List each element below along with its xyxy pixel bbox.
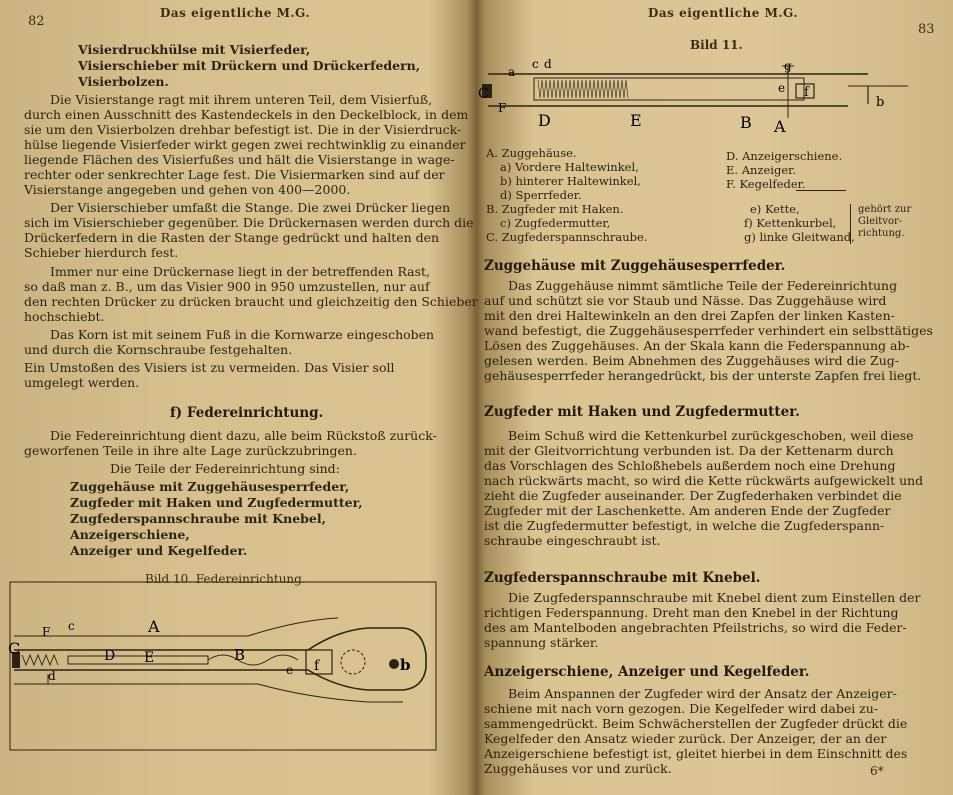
text-line: schraube eingeschraubt ist. (484, 533, 661, 548)
fig-label-d: d (544, 57, 552, 71)
text-line: und durch die Kornschraube festgehalten. (24, 342, 293, 357)
text-line: des am Mantelboden angebrachten Pfeilstrichs, so wird die Feder- (484, 620, 907, 635)
text-line: sammengedrückt. Beim Schwächerstellen der Zugfeder drückt die (484, 716, 908, 731)
list-item: Zugfederspannschraube mit Knebel, (70, 511, 326, 526)
legend-item: e) Kette, (750, 202, 800, 216)
text-line: liegende Flächen des Visierfußes und hält die Visierstange in wage- (24, 152, 455, 167)
note-line: Gleitvor- (858, 216, 903, 227)
text-line: Kegelfeder den Ansatz wieder zurück. Der Anzeiger, der an der (484, 731, 887, 746)
legend-item: A. Zuggehäuse. (486, 146, 577, 160)
fig-label-e: e (286, 663, 294, 677)
legend-item: E. Anzeiger. (726, 163, 797, 177)
text-line: hülse liegende Visierfeder wirkt gegen zwei rechtwinklig zu einander (24, 137, 466, 152)
text-line: Zuggehäuses vor und zurück. (484, 761, 672, 776)
figure-11-drawing (478, 56, 908, 136)
text-line: Die Federeinrichtung dient dazu, alle beim Rückstoß zurück- (50, 428, 437, 443)
text-line: Zugfeder mit der Laschenkette. Am anderen Ende der Zugfeder (484, 503, 891, 518)
fig-label-E: E (144, 650, 155, 666)
text-line: wand befestigt, die Zuggehäusesperrfeder verhindert ein selbsttätiges (484, 323, 933, 338)
parts-intro: Die Teile der Federeinrichtung sind: (110, 461, 340, 476)
legend-item: g) linke Gleitwand, (744, 230, 855, 244)
section-heading: Zugfeder mit Haken und Zugfedermutter. (484, 404, 800, 420)
text-line: nach rückwärts macht, so wird die Kette rückwärts aufgewickelt und (484, 473, 924, 488)
figure-10-drawing (8, 580, 438, 752)
text-line: Anzeigerschiene befestigt ist, gleitet hierbei in dem Einschnitt des (484, 746, 908, 761)
page-number: 82 (28, 14, 45, 29)
text-line: sie um den Visierbolzen drehbar befestigt ist. Die in der Visierdruck- (24, 122, 462, 137)
section-heading: f) Federeinrichtung. (170, 405, 324, 421)
figure-caption: Bild 10. Federeinrichtung. (145, 572, 306, 586)
signature-mark: 6* (870, 764, 884, 778)
section-heading: Zugfederspannschraube mit Knebel. (484, 570, 761, 586)
figure-11-drawing-area (478, 56, 908, 136)
text-line: geworfenen Teile in ihre alte Lage zurückzubringen. (24, 443, 357, 458)
fig-label-A: A (148, 617, 160, 636)
fig-label-A: A (774, 117, 786, 136)
fig-label-E: E (630, 111, 642, 130)
fig-label-b: b (876, 95, 885, 110)
text-line: Lösen des Zuggehäuses. An der Skala kann die Federspannung ab- (484, 338, 910, 353)
text-line: Das Korn ist mit seinem Fuß in die Kornwarze eingeschoben (50, 327, 435, 342)
legend-divider (796, 190, 846, 191)
fig-label-d: d (48, 669, 56, 683)
text-line: rechter oder senkrechter Lage fest. Die Visiermarken sind auf der (24, 167, 445, 182)
legend-item: F. Kegelfeder. (726, 177, 806, 191)
figure-10-federeinrichtung (8, 580, 438, 752)
list-item: Anzeigerschiene, (70, 527, 190, 542)
fig-label-F: F (498, 101, 507, 115)
section-heading: Zuggehäuse mit Zuggehäusesperrfeder. (484, 258, 786, 274)
legend-item: f) Kettenkurbel, (744, 216, 837, 230)
text-line: Die Visierstange ragt mit ihrem unteren Teil, dem Visierfuß, (50, 92, 433, 107)
text-line: so daß man z. B., um das Visier 900 in 950 umzustellen, nur auf (24, 279, 430, 294)
fig-label-g: g (784, 59, 792, 73)
text-line: mit der Gleitvorrichtung verbunden ist. Da der Kettenarm durch (484, 443, 894, 458)
list-item: Zuggehäuse mit Zuggehäusesperrfeder, (70, 479, 350, 494)
text-line: den rechten Drücker zu drücken braucht und gleichzeitig den Schieber (24, 294, 478, 309)
fig-label-f: f (314, 658, 320, 674)
text-line: Drückerfedern in die Rasten der Stange gedrückt und halten den (24, 230, 440, 245)
fig-label-a: a (508, 65, 516, 79)
fig-label-c: c (68, 619, 75, 633)
list-item: Anzeiger und Kegelfeder. (70, 543, 248, 558)
text-line: spannung stärker. (484, 635, 599, 650)
fig-label-c: c (532, 57, 539, 71)
note-line: gehört zur (858, 204, 912, 215)
right-page (478, 0, 953, 795)
figure-caption: Bild 11. (690, 38, 743, 52)
note-line: richtung. (858, 228, 905, 239)
fig-label-e: e (778, 81, 786, 95)
text-line: Das Zuggehäuse nimmt sämtliche Teile der Federeinrichtung (508, 278, 898, 293)
running-head: Das eigentliche M.G. (648, 6, 799, 20)
text-line: richtigen Federspannung. Dreht man den Knebel in der Richtung (484, 605, 899, 620)
legend-item: a) Vordere Haltewinkel, (500, 160, 639, 174)
fig-label-b: b (400, 656, 411, 674)
legend-item: d) Sperrfeder. (500, 188, 582, 202)
text-line: Der Visierschieber umfaßt die Stange. Die zwei Drücker liegen (50, 200, 451, 215)
legend-item: B. Zugfeder mit Haken. (486, 202, 624, 216)
text-line: sich im Visierschieber gegenüber. Die Drückernasen werden durch die (24, 215, 474, 230)
list-item: Visierschieber mit Drückern und Drückerfedern, (78, 58, 421, 73)
legend-item: b) hinterer Haltewinkel, (500, 174, 641, 188)
running-head: Das eigentliche M.G. (160, 6, 311, 20)
fig-label-D: D (538, 111, 551, 130)
legend-item: C. Zugfederspannschraube. (486, 230, 648, 244)
text-line: durch einen Ausschnitt des Kastendeckels in den Deckelblock, in dem (24, 107, 469, 122)
legend-brace (850, 204, 853, 244)
text-line: gelesen werden. Beim Abnehmen des Zuggehäuses wird die Zug- (484, 353, 899, 368)
text-line: Die Zugfederspannschraube mit Knebel dient zum Einstellen der (508, 590, 921, 605)
fig-label-F: F (42, 625, 51, 639)
text-line: auf und schützt sie vor Staub und Nässe. Das Zuggehäuse wird (484, 293, 887, 308)
list-item: Visierbolzen. (78, 74, 169, 89)
text-line: Ein Umstoßen des Visiers ist zu vermeiden. Das Visier soll (24, 360, 395, 375)
text-line: Schieber hierdurch fest. (24, 245, 179, 260)
text-line: hochschiebt. (24, 309, 105, 324)
fig-label-C: C (478, 86, 489, 102)
text-line: Visierstange angegeben und gehen von 400—2000. (24, 182, 351, 197)
list-item: Visierdruckhülse mit Visierfeder, (78, 42, 311, 57)
page-number: 83 (918, 22, 935, 37)
fig-label-C: C (8, 639, 21, 658)
text-line: mit den drei Haltewinkeln an den drei Zapfen der linken Kasten- (484, 308, 895, 323)
text-line: schiene mit nach vorn gezogen. Die Kegelfeder wird dabei zu- (484, 701, 879, 716)
text-line: Immer nur eine Drückernase liegt in der betreffenden Rast, (50, 264, 431, 279)
fig-label-B: B (234, 646, 246, 664)
fig-label-D: D (104, 648, 116, 664)
text-line: gehäusesperrfeder herangedrückt, bis der unterste Zapfen frei liegt. (484, 368, 922, 383)
legend-item: c) Zugfedermutter, (500, 216, 611, 230)
text-line: Beim Schuß wird die Kettenkurbel zurückgeschoben, weil diese (508, 428, 914, 443)
legend-item: D. Anzeigerschiene. (726, 149, 843, 163)
list-item: Zugfeder mit Haken und Zugfedermutter, (70, 495, 363, 510)
section-heading: Anzeigerschiene, Anzeiger und Kegelfeder. (484, 664, 810, 680)
text-line: zieht die Zugfeder auseinander. Der Zugfederhaken verbindet die (484, 488, 902, 503)
text-line: ist die Zugfedermutter befestigt, in welche die Zugfederspann- (484, 518, 885, 533)
fig-label-f: f (804, 85, 809, 100)
text-line: das Vorschlagen des Schloßhebels außerdem noch eine Drehung (484, 458, 896, 473)
text-line: umgelegt werden. (24, 375, 140, 390)
fig-label-B: B (740, 113, 752, 132)
text-line: Beim Anspannen der Zugfeder wird der Ansatz der Anzeiger- (508, 686, 897, 701)
